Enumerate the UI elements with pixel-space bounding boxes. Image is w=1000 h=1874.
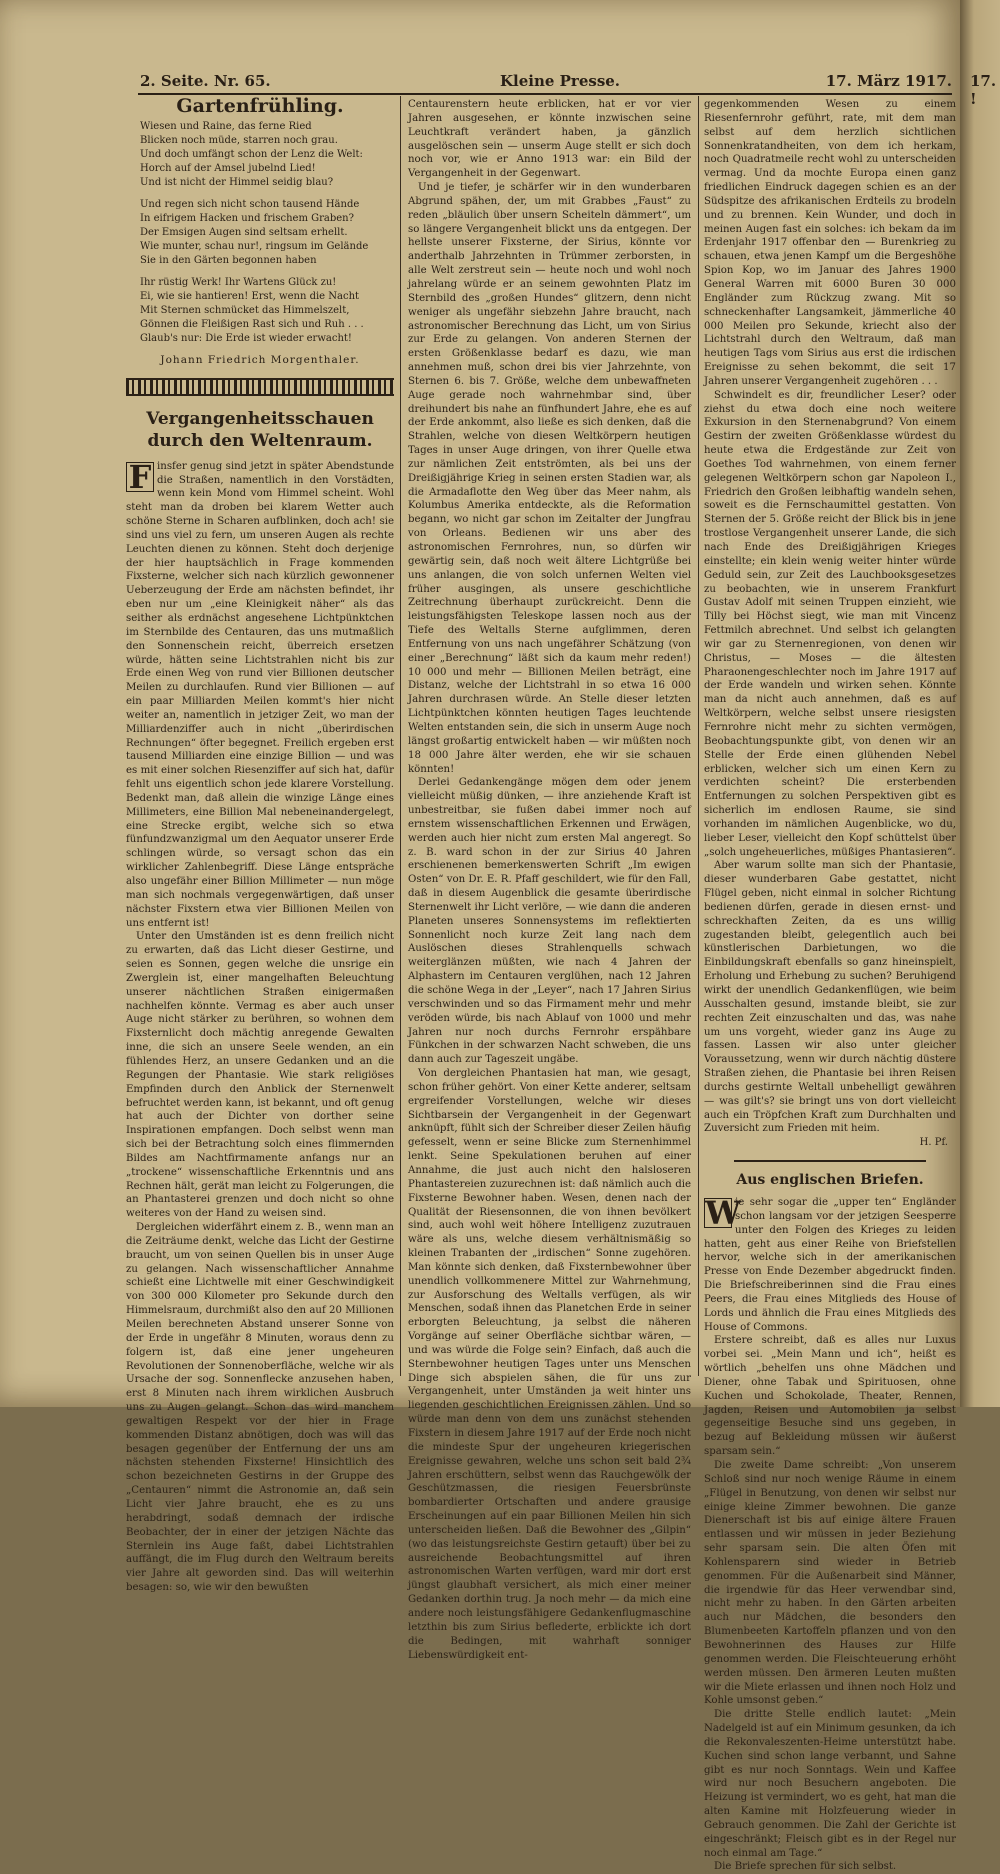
article-paragraph: Centaurenstern heute erblicken, hat er vor vier Jahren ausgesehen, er könnte inzwischen seine Leuchtkraft verändert haben, ja gänzlich ausgelöschen sein — unserm Auge stellt er sich doch noch vor, wie er Anno 1913 war: ein Bild der Vergangenheit in der Gegenwart.	[408, 99, 691, 180]
poem	[126, 120, 394, 346]
drop-cap: F	[126, 462, 154, 492]
drop-cap: W	[705, 1193, 741, 1232]
section-paragraph: Die zweite Dame schreibt: „Von unserem Schloß sind nur noch wenige Räume in einem „Flügel in Benutzung, von denen wir selbst nur einige kleine Zimmer bewohnen. Die ganze Dienerschaft ist bis auf einige ältere Frauen entlassen und wir müssen in jeder Beziehung sehr sparsam sein. Die alten Öfen mit Kohlensparern sind wieder in Betrieb genommen. Für die Außenarbeit sind Männer, die irgendwie für das Heer verwendbar sind, nicht mehr zu haben. In den Gärten arbeiten auch nur Mädchen, die besonders den Blumenbeeten Kartoffeln pflanzen und von den Bewohnerinnen des Hauses zur Hilfe genommen werden. Die Fleischteuerung erhöht werden müssen. Den ärmeren Leuten mußten wir die Miete erlassen und ihnen noch Holz und Kohle umsonst geben.“	[704, 1460, 956, 1707]
article-paragraph: Derlei Gedankengänge mögen dem oder jenem vielleicht müßig dünken, — ihre anziehende Kraft ist unbestreitbar, sie fußen dabei immer noch auf ernstem wissenschaftlichen Erkennen und Erwägen, werden auch hier nicht zum ersten Mal angeregt. So z. B. ward schon in der zur Sirius 40 Jahren erschienenen bemerkenswerten Schrift „Im ewigen Osten“ von Dr. E. R. Pfaff geschildert, wie für den Fall, daß in diesem Augenblick die gesamte überirdische Sternenwelt ihr Licht verlöre, — wie dann die anderen Planeten unseres Sonnensystems im reflektierten Sonnenlicht noch kurze Zeit lang nach dem Auslöschen dieses Strahlenquells schwach weiterglänzen müßten, wie nach 4 Jahren der Alphastern im Centauren verglühen, nach 12 Jahren die schöne Wega in der „Leyer“, nach 17 Jahren Sirius verschwinden und so das Firmament mehr und mehr veröden würde, bis nach Ablauf von 1000 und mehr Jahren nur noch durchs Fernrohr erspähbare Fünkchen in der schwarzen Nacht schweben, die uns dann auch zur Tageszeit ungäbe.	[408, 777, 691, 1066]
section-title: Aus englischen Briefen.	[736, 1172, 924, 1189]
newspaper-title: Kleine Presse.	[500, 72, 621, 90]
section-paragraph: Erstere schreibt, daß es alles nur Luxus vorbei sei. „Mein Mann und ich“, heißt es wörtlich „behelfen uns ohne Mädchen und Diener, ohne Tabak und Spirituosen, ohne Kuchen und Schokolade, Theater, Rennen, Jagden, Reisen und Automobilen ja selbst gegenseitige Besuche sind uns gegeben, in bezug auf Bekleidung müssen wir äußerst sparsam sein.“	[704, 1335, 956, 1458]
page-number: 2. Seite. Nr. 65.	[140, 72, 271, 90]
poem-stanza	[140, 276, 394, 346]
article-paragraph: insfer genug sind jetzt in später Abendstunde die Straßen, namentlich in den Vorstädten, wenn kein Mond vom Himmel scheint. Wohl steht man da droben bei klarem Wetter auch schöne Sterne in Scharen aufblinken, doch ach! sie sind uns viel zu fern, um unseren Augen als rechte Leuchten dienen zu können. Steht doch derjenige der hier hauptsächlich in Frage kommenden Fixsterne, welcher sich nach kürzlich gewonnener Ueberzeugung der Erde am nächsten befindet, ihr eben nur um „eine Kleinigkeit näher“ als das seither als erdnächst angesehene Lichtpünktchen im Sternbilde des Centauren, das uns mutmaßlich den Sonnenschein reicht, überreich ersetzen würde, hätten seine Lichtstrahlen nicht bis zur Erde einen Weg von rund vier Billionen deutscher Meilen zu durchlaufen. Rund vier Billionen — auf ein paar Milliarden Meilen kommt's hier nicht weiter an, namentlich in jetziger Zeit, wo man der Milliardenziffer auch in nicht „überirdischen Rechnungen“ öfter begegnet. Freilich ergeben erst tausend Milliarden eine einzige Billion — und was es mit einer solchen Riesenziffer auf sich hat, dafür fehlt uns eigentlich schon jede klarere Vorstellung. Bedenkt man, daß allein die winzige Länge eines Millimeters, eine Billion Mal nebeneinandergelegt, eine Strecke ergibt, welche sich so etwa fünfundzwanzigmal um den Aequator unserer Erde schlingen würde, so versagt schon das ein wirklicher Zahlenbegriff. Diese Länge entspräche also ungefähr einer Billion Millimeter — nun möge man sich nochmals vergegenwärtigen, daß unser nächster Fixstern etwa vier Billionen Meilen von uns entfernt ist!	[126, 460, 394, 929]
article-paragraph: Und je tiefer, je schärfer wir in den wunderbaren Abgrund spähen, der, um mit Grabbes „Faust“ zu reden „bläulich über unsern Scheiteln dämmert“, um so längere Vergangenheit blickt uns da entgegen. Der hellste unserer Fixsterne, der Sirius, könnte vor anderthalb Jahrzehnten in Trümmer zerborsten, in alle Welt zerstreut sein — heute noch und wohl noch jahrelang würde er an seinem gewohnten Platz im Sternbild des „großen Hundes“ glitzern, denn nicht weniger als ungefähr siebzehn Jahre braucht, nach astronomischer Berechnung das Licht, um von Sirius zur Erde zu gelangen. Von anderen Sternen der ersten Größenklasse bedarf es dazu, wie man annehmen muß, schon drei bis vier Jahrzehnte, von Sternen 6. bis 7. Größe, welche dem unbewaffneten Auge gerade noch wahrnehmbar sind, über dreihundert bis nahe an fünfhundert Jahre, ehe es auf der Erde ankommt, also ließe es sich denken, daß die Strahlen, welche von diesen Weltkörpern heutigen Tages in unser Auge dringen, von ihrer Quelle etwa zur nämlichen Zeit entströmten, als bei uns der Dreißigjährige Krieg in seinen ersten Stadien war, als die Armadaflotte den Weg über das Meer nahm, als Kolumbus Amerika entdeckte, als die Reformation begann, wo nicht gar schon im Zeitalter der Jungfrau von Orleans. Bedienen wir uns aber des astronomischen Fernrohres, nun, so dürfen wir gewärtig sein, daß noch weit ältere Lichtgrüße bei uns anlangen, die von solch unfernen Welten viel früher ausgingen, als unsere geschichtliche Zeitrechnung überhaupt zurückreicht. Denn die leistungsfähigsten Teleskope lassen noch aus der Tiefe des Weltalls Sterne aufglimmen, deren Entfernung von uns nach ungefährer Schätzung (von einer „Berechnung“ läßt sich da kaum mehr reden!) 10 000 und mehr — Billionen Meilen beträgt, eine Distanz, welche der Lichtstrahl in so etwa 16 000 Jahren durchrasen würde. An Stelle dieser letzten Lichtpünktchen könnten heutigen Tages leuchtende Welten entstanden sein, die sich in unserm Auge noch längst großartig entwickelt haben — wir müßten noch 18 000 Jahre älter werden, ehe wir sie schauen könnten!	[408, 182, 691, 775]
poem-line: Ihr rüstig Werk! Ihr Wartens Glück zu!	[140, 276, 337, 288]
section-paragraph: Die dritte Stelle endlich lautet: „Mein Nadelgeld ist auf ein Minimum gesunken, da ich die Rekonvaleszenten-Heime unterstützt habe. Kuchen sind schon lange verbannt, und Sahne gibt es nur noch Sonntags. Wein und Kaffee wird nur noch Besuchern angeboten. Die Heizung ist vermindert, wo es geht, hat man die alten Kamine mit Holzfeuerung wieder in Gebrauch genommen. Die Zahl der Gerichte ist eingeschränkt; Fleisch gibt es in der Regel nur noch einmal am Tage.“	[704, 1709, 956, 1859]
poem-line: Und regen sich nicht schon tausend Hände	[140, 198, 360, 210]
page-header	[140, 72, 952, 94]
article-paragraph: Unter den Umständen ist es denn freilich nicht zu erwarten, daß das Licht dieser Gestirne, und seien es Sonnen, gegen welche die unsrige ein Zwerglein ist, einer mangelhaften Beleuchtung unserer nächtlichen Straßen einigermaßen nachhelfen könnte. Vermag es aber auch unser Auge nicht stärker zu berühren, so wohnen dem Fixsternlicht doch mächtig anregende Gewalten inne, die sich an unsere Seele wenden, an ein fühlendes Herz, an unsere Gedanken und an die Regungen der Phantasie. Wie stark religiöses Empfinden durch den Anblick der Sternenwelt befruchtet werden kann, ist bekannt, und oft genug hat auch der Dichter von dorther seine Inspirationen empfangen. Doch selbst wenn man sich bei der Betrachtung solch eines flimmernden Bildes am Nachtfirmamente anfangs nur an „trockene“ wissenschaftliche Erkenntnis und ans Rechnen hält, gerät man leicht zu Folgerungen, die an Phantasterei grenzen und doch nicht so ohne weiteres von der Hand zu weisen sind.	[126, 931, 394, 1220]
adjacent-page-header: 17. !	[970, 72, 997, 108]
article-paragraph: Dergleichen widerfährt einem z. B., wenn man an die Zeiträume denkt, welche das Licht der Gestirne braucht, um von seinen Quellen bis in unser Auge zu gelangen. Nach wissenschaftlicher Annahme schießt eine Lichtwelle mit einer Geschwindigkeit von 300 000 Kilometer pro Sekunde durch den Himmelsraum, durchmißt also den auf 20 Millionen Meilen berechneten Abstand unserer Sonne von der Erde in ungefähr 8 Minuten, woraus denn zu folgern ist, daß eine jener ungeheuren Revolutionen der Sonnenoberfläche, welche wir als Ursache der sog. Sonnenflecke anzusehen haben, erst 8 Minuten nach ihrem wirklichen Ausbruch uns zu Augen gelangt. Schon das wird manchem gewaltigen Respekt vor der hier in Frage kommenden Distanz abnötigen, doch was will das besagen gegenüber der Entfernung der uns am nächsten stehenden Fixsterne! Hinsichtlich des schon bezeichneten Gestirns in der Gruppe des „Centauren“ nimmt die Astronomie an, daß sein Licht vier Jahre braucht, ehe es zu uns herabdringt, sodaß demnach der irdische Beobachter, der in einer der jetzigen Nächte das Sternlein ins Auge faßt, dabei Lichtstrahlen auffängt, die im Flug durch den Weltraum bereits vier Jahre alt geworden sind. Das will weiterhin besagen: so, wie wir den bewußten	[126, 1222, 394, 1594]
poem-line: Sie in den Gärten begonnen haben	[140, 254, 317, 266]
column-rule	[698, 96, 699, 1376]
article-title: Vergangenheitsschauen durch den Weltenraum.	[146, 408, 374, 451]
poem-line: Ei, wie sie hantieren! Erst, wenn die Nacht	[140, 290, 360, 302]
issue-date: 17. März 1917.	[825, 72, 952, 90]
poem-line: Und doch umfängt schon der Lenz die Welt:	[140, 148, 363, 160]
poem-line: Mit Sternen schmücket das Himmelszelt,	[140, 304, 350, 316]
poem-line: Glaub's nur: Die Erde ist wieder erwacht!	[140, 332, 352, 344]
poem-line: Wie munter, schau nur!, ringsum im Gelände	[140, 240, 369, 252]
poem-author: Johann Friedrich Morgenthaler.	[160, 353, 360, 366]
adjacent-page-edge	[960, 0, 1000, 1407]
column-2	[408, 98, 691, 1661]
poem-line: Horch auf der Amsel jubelnd Lied!	[140, 162, 316, 174]
article-paragraph: Schwindelt es dir, freundlicher Leser? oder ziehst du etwa doch eine noch weitere Exkursion in den Sternenabgrund? Von einem Gestirn der zweiten Größenklasse würdest du heute etwa die Erdgestände zur Zeit von Goethes Tod wahrnehmen, von einem ferner gelegenen Weltkörpern schon gar Napoleon I., Friedrich den Großen leibhaftig wandeln sehen, soweit es die Fernschaumittel gestatten. Von Sternen der 5. Größe reicht der Blick bis in jene trostlose Vergangenheit unserer Lande, die sich nach Ende des Dreißigjährigen Krieges einstellte; ein klein wenig weiter hinter würde Geduld sein, zur Zeit des Lauchbooksgesetzes zu beobachten, wie in unserem Frankfurt Gustav Adolf mit seinen Truppen einzieht, wie Tilly bei Höchst siegt, wie man mit Vincenz Fettmilch abrechnet. Und selbst ich gelangten wir gar zu Sternenregionen, von denen wir Christus, — Moses — die ältesten Pharaonengeschlechter noch im Jahre 1917 auf der Erde wandeln und wirken sehen. Könnte man da nicht auch annehmen, daß es auf Weltkörpern, welche selbst unsere riesigsten Fernrohre nicht mehr zu sichten vermögen, Beobachtungspunkte gibt, von denen wir an Stelle der Erde einen glühenden Nebel erblicken, welcher sich um einen Kern zu verdichten scheint? Die ersterbenden Entfernungen zu solchen Perspektiven gibt es sicherlich im endlosen Raume, sie sind vorhanden im nämlichen Augenblicke, wo du, lieber Leser, vielleicht den Kopf schüttelst über „solch ungeheuerliches, müßiges Phantasieren“.	[704, 389, 956, 858]
poem-line: Der Emsigen Augen sind seltsam erhellt.	[140, 226, 348, 238]
article-paragraph: Aber warum sollte man sich der Phantasie, dieser wunderbaren Gabe gestattet, nicht Flügel geben, nicht einmal in solcher Richtung bedienen dürfen, gerade in diesen ernst- und schreckhaften Zeiten, da es uns willig zugestanden bleibt, gelegentlich auch bei künstlerischen Darbietungen, wo die Einbildungskraft ebenfalls so ganz hineinspielt, Erholung und Erhebung zu suchen? Beruhigend wirkt der unendlich Gedankenflügen, wie beim Ausschalten gesund, imstande bleibt, sie zur rechten Zeit einzuschalten und das, was nahe um uns vorgeht, wieder ganz ins Auge zu fassen. Lassen wir also unter gleicher Voraussetzung, wenn wir durch nächtig düstere Straßen ziehen, die Phantasie bei ihren Reisen durchs gestirnte Weltall unbehelligt gewähren — was gilt's? sie bringt uns von dort vielleicht auch ein Tröpfchen Kraft zum Durchhalten und Zuversicht zum Frieden mit heim.	[704, 860, 956, 1135]
article-paragraph: gegenkommenden Wesen zu einem Riesenfernrohr geführt, rate, mit dem man selbst auf dem herzlich sichtlichen Sonnenkratandheiten, von dem ich herkam, noch Quadratmeile recht wohl zu unterscheiden vermag. Und da mochte Europa einen ganz friedlichen Eindruck dagegen schien es an der Südspitze des afrikanischen Erdteils zu brodeln und zu brennen. Kein Wunder, und doch in meinen Augen fast ein solches: ich bekam da im Erdenjahr 1917 offenbar den — Burenkrieg zu schauen, etwa jenen Kampf um die Bergeshöhe Spion Kop, wo im Januar des Jahres 1900 General Warren mit 6000 Buren 30 000 Engländer zum Rückzug zwang. Mit so schneckenhafter Langsamkeit, jämmerliche 40 000 Meilen pro Sekunde, kriecht also der Lichtstrahl durch den Weltraum, daß man heutigen Tags vom Sirius aus erst die irdischen Ereignisse zu sehen bekommt, die seit 17 Jahren unserer Vergangenheit zugehören . . .	[704, 99, 956, 387]
poem-line: Blicken noch müde, starren noch grau.	[140, 134, 338, 146]
poem-line: Gönnen die Fleißigen Rast sich und Ruh . . .	[140, 318, 364, 330]
poem-line: Wiesen und Raine, das ferne Ried	[140, 120, 312, 132]
poem-line: Und ist nicht der Himmel seidig blau?	[140, 176, 334, 188]
section-paragraph: Die Briefe sprechen für sich selbst.	[714, 1861, 897, 1873]
poem-stanza	[140, 120, 394, 190]
poem-title: Gartenfrühling.	[176, 95, 344, 117]
section-divider	[734, 1160, 926, 1162]
section-paragraph: ie sehr sogar die „upper ten“ Engländer schon langsam vor der jetzigen Seesperre unter den Folgen des Krieges zu leiden hatten, geht aus einer Reihe von Briefstellen hervor, welche sich in der amerikanischen Presse von Ende Dezember abgedruckt finden. Die Briefschreiberinnen sind die Frau eines Peers, die Frau eines Mitglieds des House of Lords und ähnlich die Frau eines Mitglieds des House of Commons.	[704, 1196, 956, 1333]
poem-line: In eifrigem Hacken und frischem Graben?	[140, 212, 354, 224]
article-paragraph: Von dergleichen Phantasien hat man, wie gesagt, schon früher gehört. Von einer Kette anderer, seltsam ergreifender Vorstellungen, welche wir dieses Sichtbarsein der Vergangenheit in der Gegenwart anknüpft, fühlt sich der Schreiber dieser Zeilen häufig gefesselt, wenn er seine Blicke zum Sternenhimmel lenkt. Seine Spekulationen beruhen auf einer Annahme, die just auch nicht den halsloseren Phantastereien zuzurechnen ist: daß nämlich auch die Fixsterne Bewohner haben. Wesen, denen nach der Qualität der Riesensonnen, die von ihnen bevölkert sind, auch wohl weit höhere Intelligenz zuzutrauen wäre als uns, welche diesem verhältnismäßig so kleinen Trabanten der „irdischen“ Sonne zugehören. Man könnte sich denken, daß Fixsternbewohner über unendlich vollkommenere Mittel zur Wahrnehmung, zur Ausforschung des Weltalls verfügen, als wir Menschen, sodaß ihnen das Planetchen Erde in seiner erborgten Beleuchtung, ja selbst die näheren Vorgänge auf seiner Oberfläche sichtbar wären, — und was würde die Folge sein? Einfach, daß auch die Sternbewohner heutigen Tages unter uns Menschen Dinge sich abspielen sähen, die für uns zur Vergangenheit, unter Umständen ja weit hinter uns liegenden geschichtlichen Ereignissen zählen. Und so würde man denn von dem uns zunächst stehenden Fixstern in diesem Jahre 1917 auf der Erde noch nicht die mindeste Spur der ungeheuren kriegerischen Ereignisse gewahren, welche uns schon seit bald 2¾ Jahren erschüttern, selbst wenn das Rauchgewölk der Geschützmassen, die riesigen Feuersbrünste bombardierter Ortschaften und andere grausige Erscheinungen auf ein paar Billionen Meilen hin sich unterscheiden ließen. Daß die Bewohner des „Gilpin“ (wo das leistungsreichste Gestirn getauft) über bei zu ausreichende Beobachtungsmittel auf ihren astronomischen Warten verfügen, ward mir dort erst jüngst glaubhaft versichert, als mich einer meiner Gedanken dorthin trug. Ja noch mehr — da mich eine andere noch leistungsfähigere Gedankenflugmaschine letzthin bis zum Sirius beflederte, erblickte ich dort die Bedingen, mit wahrhaft sonniger Liebenswürdigkeit ent-	[408, 1068, 691, 1661]
column-rule	[400, 96, 401, 1376]
ornamental-divider	[126, 378, 394, 396]
article-signature: H. Pf.	[919, 1137, 948, 1149]
column-3	[704, 98, 956, 1873]
poem-stanza	[140, 198, 394, 268]
column-1	[126, 95, 394, 1594]
